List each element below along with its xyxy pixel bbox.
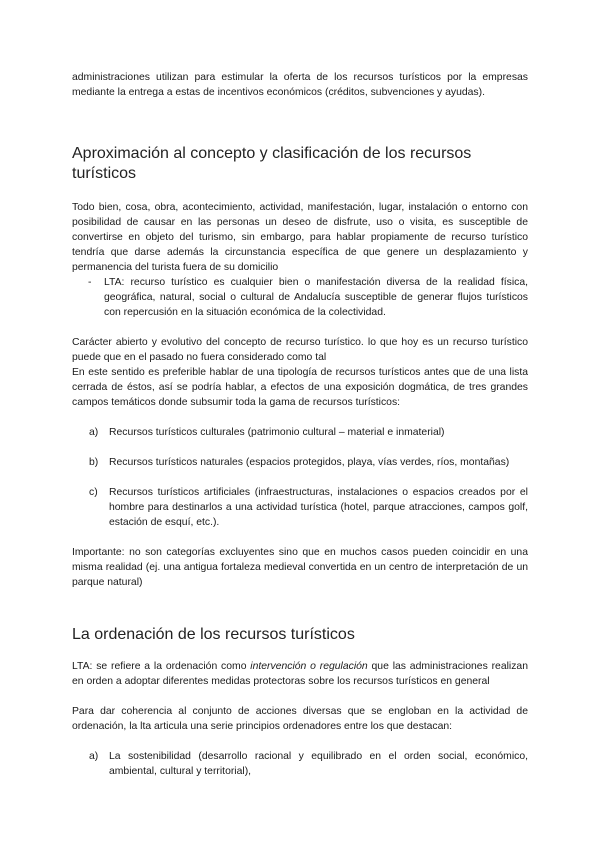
- list-item-sostenibilidad: [72, 749, 528, 779]
- paragraph-importante: Importante: no son categorías excluyentes sino que en muchos casos pueden coincidir en una misma realidad (ej. una antigua fortaleza medieval convertida en un centro de interpretación de un parque natural): [72, 547, 528, 588]
- list-item-lta: [72, 275, 528, 320]
- paragraph-caracter: Carácter abierto y evolutivo del concepto de recurso turístico. lo que hoy es un recurso turístico puede que en el pasado no fuera considerado como tal: [72, 337, 528, 363]
- dash-marker: -: [88, 277, 92, 288]
- text-span: que las administraciones realizan en orden a adoptar diferentes medidas protectoras sobre los recursos turísticos en general: [72, 661, 528, 687]
- section-heading-concepto: Aproximación al concepto y clasificación de los recursos turísticos: [72, 145, 472, 182]
- list-item-text: LTA: recurso turístico es cualquier bien o manifestación diversa de la realidad física, geográfica, natural, social o cultural de Andalucía susceptible de generar flujos turísticos con repercusión en la situación económica de la colectividad.: [104, 277, 528, 318]
- list-marker: a): [89, 751, 99, 762]
- paragraph-lta-ordenacion: [72, 659, 528, 689]
- section-heading-ordenacion: La ordenación de los recursos turísticos: [72, 626, 355, 643]
- list-item-a: [72, 425, 528, 440]
- emphasis-text: intervención o regulación: [250, 661, 368, 672]
- list-item-text: Recursos turísticos artificiales (infraestructuras, instalaciones o espacios creados por el hombre para destinarlos a una actividad turística (hotel, parque atracciones, campos golf, estación de esquí, etc.).: [109, 487, 528, 528]
- list-item-text: Recursos turísticos naturales (espacios protegidos, playa, vías verdes, ríos, montañas): [109, 457, 510, 468]
- document-page: [72, 70, 528, 779]
- list-marker: c): [89, 487, 98, 498]
- paragraph-definicion: Todo bien, cosa, obra, acontecimiento, actividad, manifestación, lugar, instalación o entorno con posibilidad de causar en las personas un deseo de disfrute, uso o visita, es susceptible de convertirse en objeto del turismo, sin embargo, para hablar propiamente de recurso turístico tendría que darse además la circunstancia específica de que genere un desplazamiento y permanencia del turista fuera de su domicilio: [72, 202, 528, 273]
- paragraph-principios: Para dar coherencia al conjunto de acciones diversas que se engloban en la actividad de ordenación, la lta articula una serie principios ordenadores entre los que destacan:: [72, 706, 528, 732]
- list-marker: b): [89, 457, 99, 468]
- list-item-text: La sostenibilidad (desarrollo racional y equilibrado en el orden social, económico, ambiental, cultural y territorial),: [109, 751, 528, 777]
- list-item-c: [72, 485, 528, 530]
- text-span: LTA: se refiere a la ordenación como: [72, 661, 251, 672]
- intro-paragraph: administraciones utilizan para estimular la oferta de los recursos turísticos por la empresas mediante la entrega a estas de incentivos económicos (créditos, subvenciones y ayudas).: [72, 72, 528, 98]
- list-item-text: Recursos turísticos culturales (patrimonio cultural – material e inmaterial): [109, 427, 445, 438]
- paragraph-tipologia: En este sentido es preferible hablar de una tipología de recursos turísticos antes que de una lista cerrada de éstos, así se podría hablar, a efectos de una exposición dogmática, de tres grandes campos temáticos donde subsumir toda la gama de recursos turísticos:: [72, 367, 528, 408]
- list-marker: a): [89, 427, 99, 438]
- list-item-b: [72, 455, 528, 470]
